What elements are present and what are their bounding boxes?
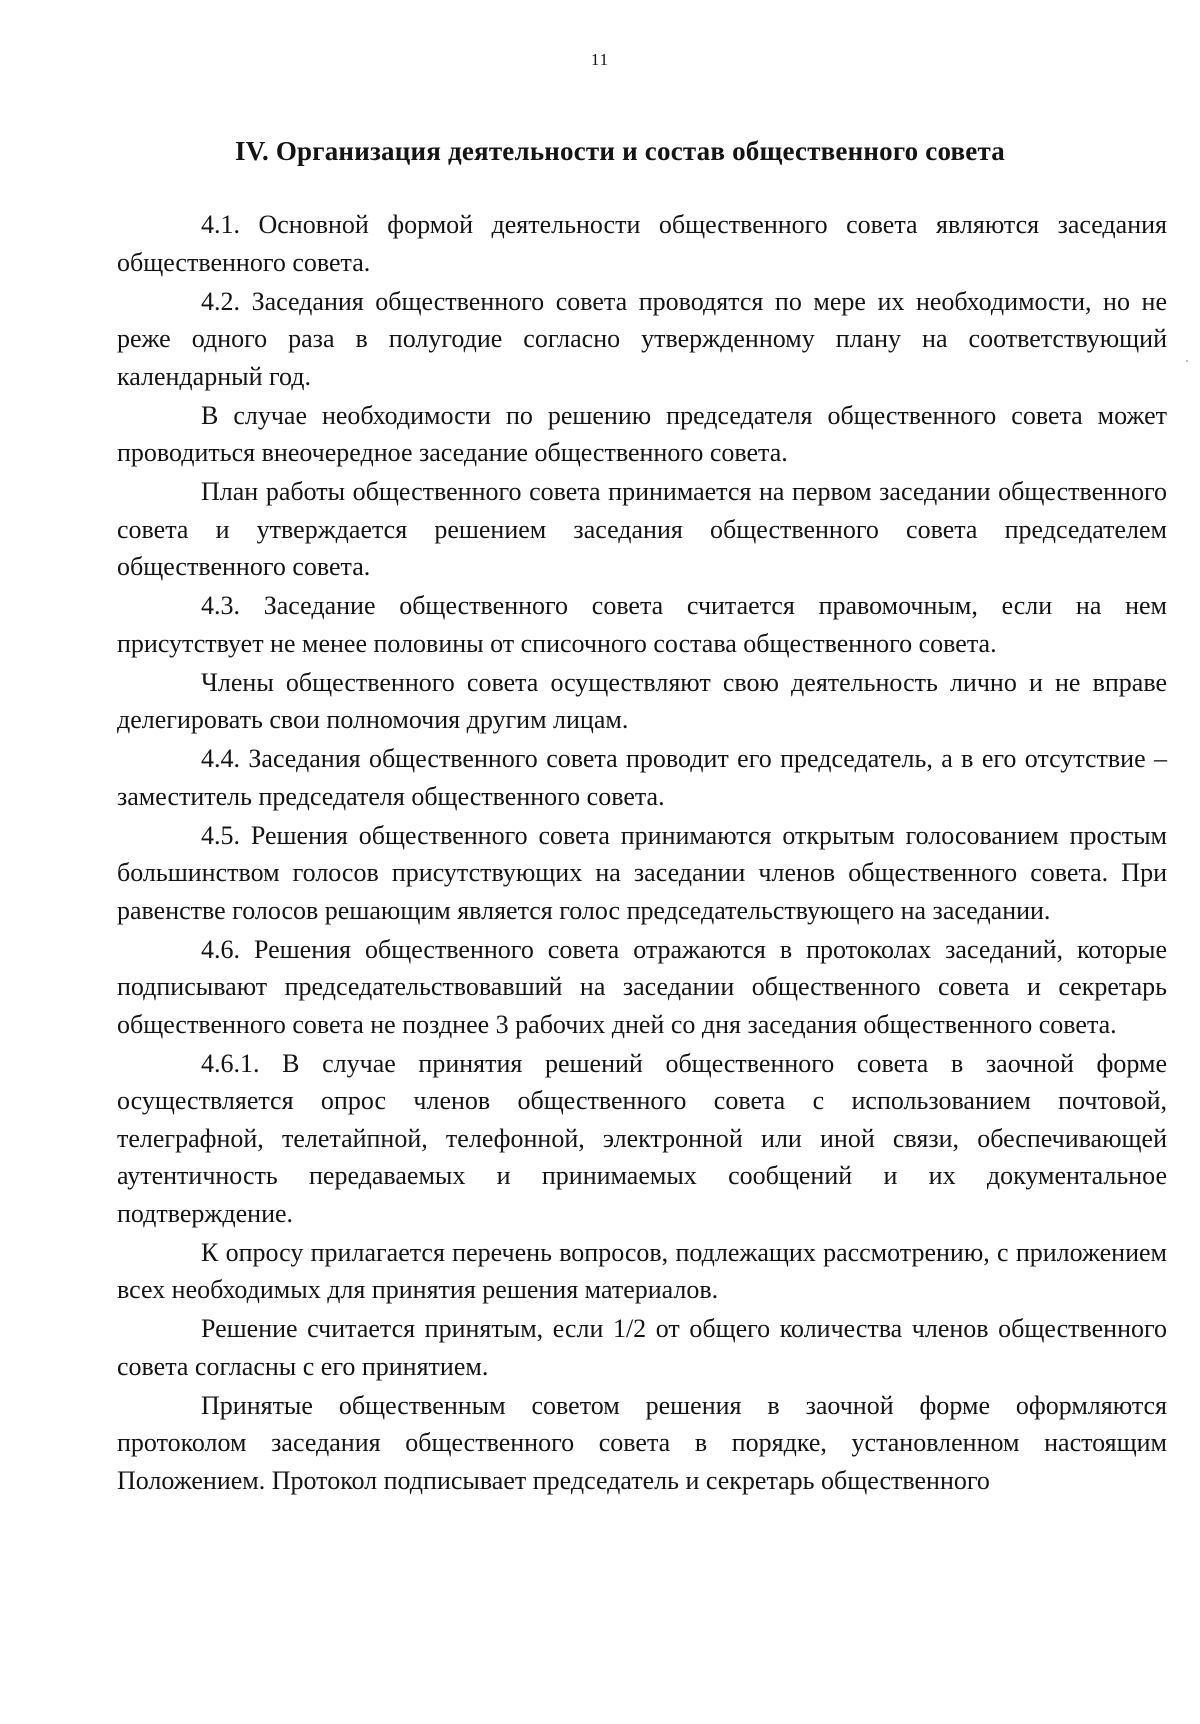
paragraph-4-6-1: 4.6.1. В случае принятия решений общественного совета в заочной форме осуществляется опрос членов общественного совета с использованием почтовой, телеграфной, телетайпной, телефонной, электронной или иной связи, обеспечивающей аутентичность передаваемых и принимаемых сообщений и их документальное подтверждение. [117, 1048, 1167, 1228]
paragraph-4-3: 4.3. Заседание общественного совета считается правомочным, если на нем присутствует не менее половины от списочного состава общественного совета. [117, 591, 1167, 658]
paragraph-4-2: 4.2. Заседания общественного совета проводятся по мере их необходимости, но не реже одного раза в полугодие согласно утвержденному плану на соответствующий календарный год. [117, 286, 1167, 391]
page-number: 11 [590, 50, 610, 69]
scan-speck [1186, 360, 1188, 362]
paragraph-4-6: 4.6. Решения общественного совета отражаются в протоколах заседаний, которые подписывают председательствовавший на заседании общественного совета и секретарь общественного совета не позднее 3 рабочих дней со дня заседания общественного совета. [117, 934, 1167, 1039]
paragraph-extraordinary-meeting: В случае необходимости по решению председателя общественного совета может проводиться внеочередное заседание общественного совета. [117, 400, 1167, 467]
paragraph-absentee-protocol: Принятые общественным советом решения в заочной форме оформляются протоколом заседания общественного совета в порядке, установленном настоящим Положением. Протокол подписывает председатель и секретарь общественного [117, 1390, 1167, 1495]
paragraph-work-plan: План работы общественного совета принимается на первом заседании общественного совета и утверждается решением заседания общественного совета председателем общественного совета. [117, 477, 1167, 581]
paragraph-4-5: 4.5. Решения общественного совета принимаются открытым голосованием простым большинством голосов присутствующих на заседании членов общественного совета. При равенстве голосов решающим является голос председательствующего на заседании. [117, 820, 1167, 925]
paragraph-survey-attachments: К опросу прилагается перечень вопросов, подлежащих рассмотрению, с приложением всех необходимых для принятия решения материалов. [117, 1237, 1167, 1304]
body-text [117, 206, 1167, 1501]
paragraph-4-1: 4.1. Основной формой деятельности общественного совета являются заседания общественного совета. [117, 210, 1167, 277]
paragraph-decision-accepted: Решение считается принятым, если 1/2 от общего количества членов общественного совета согласны с его принятием. [117, 1314, 1167, 1381]
paragraph-4-4: 4.4. Заседания общественного совета проводит его председатель, а в его отсутствие – заместитель председателя общественного совета. [117, 744, 1167, 811]
section-title: IV. Организация деятельности и состав общественного совета [235, 136, 1005, 166]
paragraph-members-personal: Члены общественного совета осуществляют свою деятельность лично и не вправе делегировать свои полномочия другим лицам. [117, 667, 1167, 734]
